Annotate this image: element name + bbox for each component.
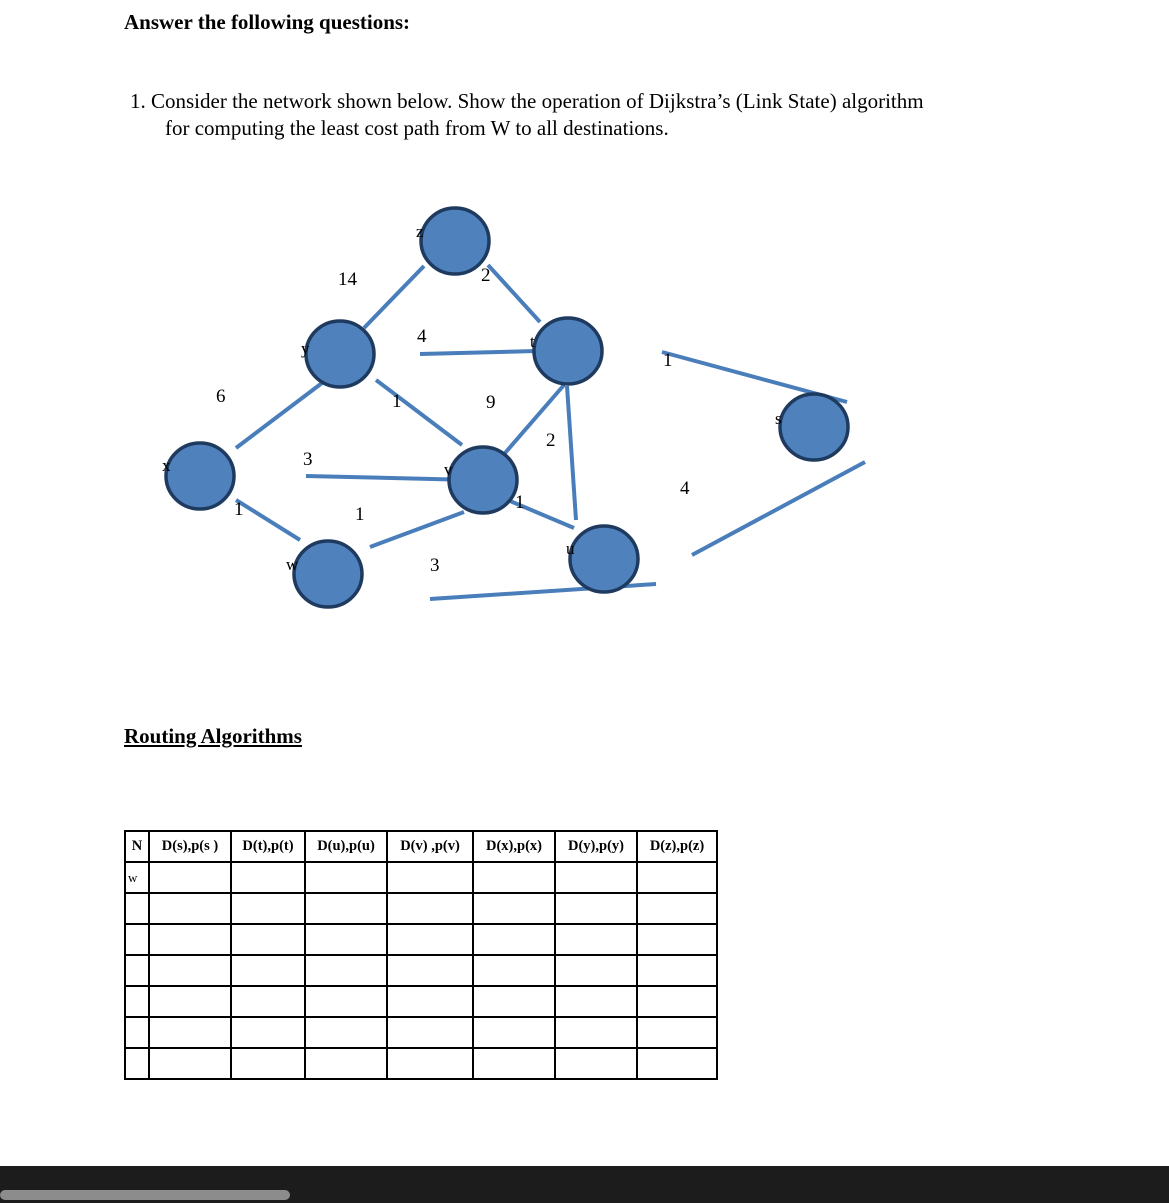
- edge-y-z: [364, 266, 424, 328]
- table-row: [125, 893, 717, 924]
- question-line-1: 1. Consider the network shown below. Show the operation of Dijkstra’s (Link State) algorithm: [130, 89, 924, 113]
- nodes: [166, 208, 848, 607]
- table-cell[interactable]: [555, 1017, 637, 1048]
- table-cell[interactable]: [555, 955, 637, 986]
- table-cell[interactable]: [305, 986, 387, 1017]
- edge-x-y: [236, 383, 322, 448]
- node-label-s: s: [775, 409, 782, 428]
- table-cell[interactable]: [387, 862, 473, 893]
- header-du: D(u),p(u): [305, 831, 387, 862]
- dijkstra-table: [124, 830, 718, 1080]
- table-cell[interactable]: [231, 893, 305, 924]
- table-cell[interactable]: [387, 1017, 473, 1048]
- header-dy: D(y),p(y): [555, 831, 637, 862]
- section-title: Routing Algorithms: [124, 724, 302, 748]
- table-cell[interactable]: [231, 955, 305, 986]
- table-cell[interactable]: [231, 924, 305, 955]
- edge-x-w: [236, 500, 300, 540]
- table-cell[interactable]: [149, 1048, 231, 1079]
- node-label-x: x: [162, 456, 171, 475]
- header-dt: D(t),p(t): [231, 831, 305, 862]
- table-cell[interactable]: [387, 986, 473, 1017]
- weight-y-t: 4: [417, 326, 427, 347]
- weight-w-u: 3: [430, 555, 440, 576]
- horizontal-scrollbar[interactable]: [0, 1190, 290, 1200]
- edge-y-v: [376, 380, 462, 445]
- table-cell[interactable]: [305, 955, 387, 986]
- header-dz: D(z),p(z): [637, 831, 717, 862]
- header-ds: D(s),p(s ): [149, 831, 231, 862]
- weight-y-w-mid: 3: [303, 449, 313, 470]
- table-cell[interactable]: [231, 986, 305, 1017]
- node-label-v: v: [444, 460, 453, 479]
- header-dx: D(x),p(x): [473, 831, 555, 862]
- node-x: [166, 443, 234, 509]
- table-cell[interactable]: [473, 862, 555, 893]
- table-cell[interactable]: [149, 955, 231, 986]
- table-cell[interactable]: [125, 924, 149, 955]
- node-label-t: t: [530, 332, 535, 351]
- table-cell[interactable]: [473, 1048, 555, 1079]
- table-cell[interactable]: [125, 1017, 149, 1048]
- table-cell[interactable]: [305, 1017, 387, 1048]
- table-cell[interactable]: [555, 1048, 637, 1079]
- weight-v-u: 1: [515, 492, 525, 513]
- table-row: [125, 924, 717, 955]
- table-cell[interactable]: [305, 1048, 387, 1079]
- edge-w-v: [370, 512, 464, 547]
- table-row: [125, 955, 717, 986]
- node-label-y: y: [301, 339, 310, 358]
- table-cell[interactable]: [149, 986, 231, 1017]
- weight-z-v: 9: [486, 392, 496, 413]
- table-cell[interactable]: [387, 924, 473, 955]
- bottom-bar: [0, 1166, 1169, 1203]
- table-cell[interactable]: [555, 986, 637, 1017]
- weight-w-v: 1: [355, 504, 365, 525]
- table-cell[interactable]: [637, 986, 717, 1017]
- weight-t-s: 1: [663, 350, 673, 371]
- table-cell[interactable]: w: [125, 862, 149, 893]
- table-cell[interactable]: [555, 893, 637, 924]
- node-z: [421, 208, 489, 274]
- node-label-u: u: [566, 539, 575, 558]
- heading: Answer the following questions:: [124, 10, 411, 34]
- header-dv: D(v) ,p(v): [387, 831, 473, 862]
- question-line-2: for computing the least cost path from W to all destinations.: [165, 116, 669, 140]
- table-cell[interactable]: [473, 893, 555, 924]
- table-cell[interactable]: [637, 924, 717, 955]
- table-cell[interactable]: [305, 893, 387, 924]
- weight-t-v: 2: [546, 430, 556, 451]
- edge-u-s: [692, 462, 865, 555]
- node-y: [306, 321, 374, 387]
- weight-x-w: 1: [234, 499, 244, 520]
- node-u: [570, 526, 638, 592]
- table-cell[interactable]: [305, 862, 387, 893]
- table-row: [125, 862, 717, 893]
- node-s: [780, 394, 848, 460]
- node-label-w: w: [286, 555, 299, 574]
- table-cell[interactable]: [473, 1017, 555, 1048]
- table-row: [125, 986, 717, 1017]
- weight-z-t: 2: [481, 265, 491, 286]
- table-header-row: [125, 831, 717, 862]
- table-cell[interactable]: [149, 1017, 231, 1048]
- table-row: [125, 1048, 717, 1079]
- table-cell[interactable]: [125, 1048, 149, 1079]
- weight-x-y: 6: [216, 386, 226, 407]
- weight-t-u: 4: [680, 478, 690, 499]
- table-cell[interactable]: [473, 986, 555, 1017]
- table-cell[interactable]: [637, 1017, 717, 1048]
- table-cell[interactable]: [149, 924, 231, 955]
- table-cell[interactable]: [473, 924, 555, 955]
- table-cell[interactable]: [473, 955, 555, 986]
- table-cell[interactable]: [231, 1048, 305, 1079]
- table-cell[interactable]: [149, 862, 231, 893]
- table-cell[interactable]: [637, 955, 717, 986]
- table-cell[interactable]: [637, 862, 717, 893]
- header-n: N: [125, 831, 149, 862]
- weight-y-z: 14: [338, 269, 357, 290]
- node-labels: [162, 222, 782, 574]
- table-cell[interactable]: [637, 893, 717, 924]
- table-cell[interactable]: [305, 924, 387, 955]
- table-cell[interactable]: [231, 862, 305, 893]
- weight-y-v: 1: [392, 391, 402, 412]
- edge-t-u: [567, 386, 576, 520]
- edge-z-t: [488, 265, 540, 322]
- table-cell[interactable]: [387, 955, 473, 986]
- table-cell[interactable]: [387, 893, 473, 924]
- table-cell[interactable]: [231, 1017, 305, 1048]
- table-cell[interactable]: [125, 955, 149, 986]
- node-label-z: z: [416, 222, 424, 241]
- table-cell[interactable]: [125, 986, 149, 1017]
- table-cell[interactable]: [555, 862, 637, 893]
- table-cell[interactable]: [149, 893, 231, 924]
- table-cell[interactable]: [387, 1048, 473, 1079]
- table-row: [125, 1017, 717, 1048]
- node-w: [294, 541, 362, 607]
- table-cell[interactable]: [125, 893, 149, 924]
- node-v: [449, 447, 517, 513]
- node-t: [534, 318, 602, 384]
- table-cell[interactable]: [637, 1048, 717, 1079]
- table-cell[interactable]: [555, 924, 637, 955]
